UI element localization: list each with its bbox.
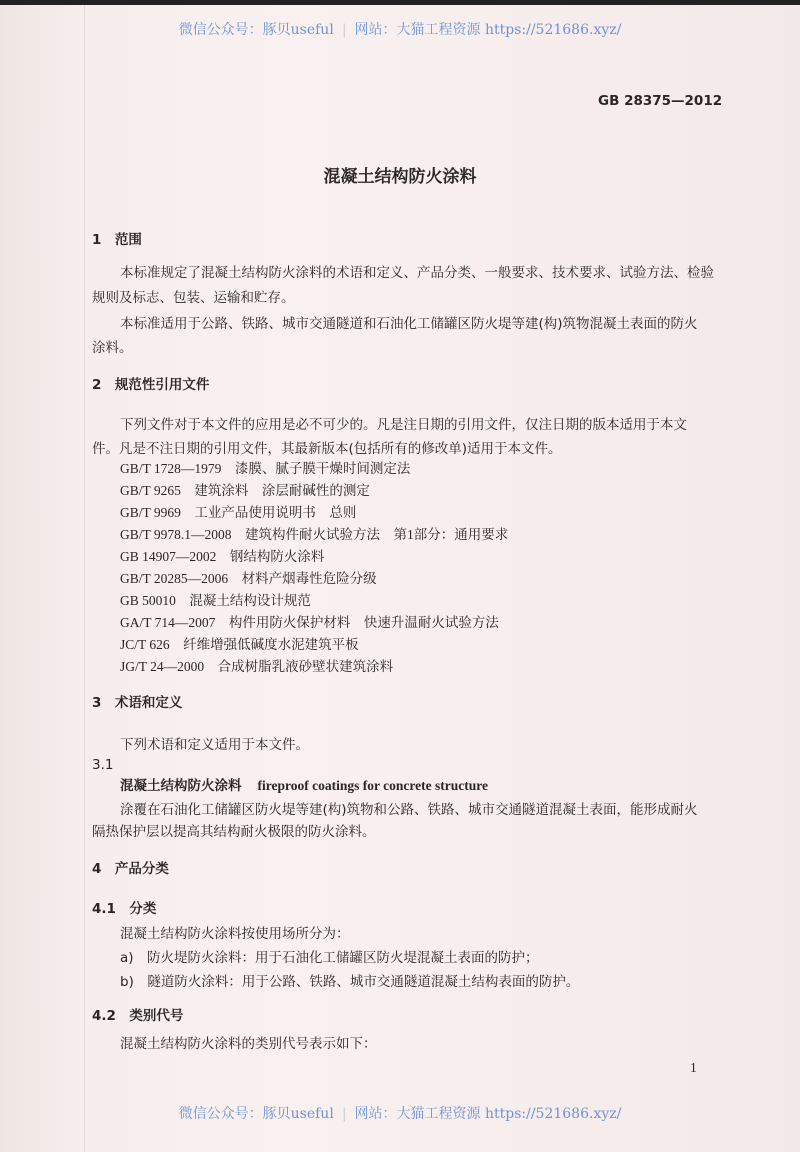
watermark-wechat: 微信公众号：豚贝useful [178,22,334,38]
term-chinese: 混凝土结构防火涂料 [120,778,242,794]
term-entry [120,777,488,795]
paragraph-line: 规则及标志、包装、运输和贮存。 [92,290,295,306]
paragraph-line: 涂料。 [92,340,133,356]
term-english: fireproof coatings for concrete structure [257,778,488,793]
reference-item: GB 14907—2002 钢结构防火涂料 [120,549,325,564]
standard-number: GB 28375—2012 [598,93,723,109]
watermark-separator: | [341,1106,347,1122]
watermark-bottom [0,1103,800,1123]
paragraph-line: 混凝土结构防火涂料的类别代号表示如下： [120,1036,377,1052]
watermark-site: 网站：大猫工程资源 https://521686.xyz/ [354,22,622,38]
paragraph-line: 混凝土结构防火涂料按使用场所分为： [120,926,350,942]
section-3-heading: 3 术语和定义 [92,695,183,711]
section-4-1-heading: 4.1 分类 [92,901,157,917]
reference-item: GB 50010 混凝土结构设计规范 [120,593,311,608]
watermark-separator: | [341,22,347,38]
watermark-wechat: 微信公众号：豚贝useful [178,1106,334,1122]
scan-border [0,0,800,5]
paragraph-line: 下列术语和定义适用于本文件。 [120,737,309,753]
reference-item: GA/T 714—2007 构件用防火保护材料 快速升温耐火试验方法 [120,615,499,630]
paragraph-line: 件。凡是不注日期的引用文件，其最新版本(包括所有的修改单)适用于本文件。 [92,441,562,457]
watermark-top [0,19,800,39]
reference-item: GB/T 9265 建筑涂料 涂层耐碱性的测定 [120,483,370,498]
reference-item: JC/T 626 纤维增强低碱度水泥建筑平板 [120,637,359,652]
reference-item: GB/T 9978.1—2008 建筑构件耐火试验方法 第1部分：通用要求 [120,527,509,542]
document-title: 混凝土结构防火涂料 [323,167,477,187]
clause-number: 3.1 [92,757,114,773]
section-4-heading: 4 产品分类 [92,861,169,877]
list-item-b: b) 隧道防火涂料：用于公路、铁路、城市交通隧道混凝土结构表面的防护。 [120,974,580,990]
paragraph-line: 本标准规定了混凝土结构防火涂料的术语和定义、产品分类、一般要求、技术要求、试验方法、检验 [120,265,714,281]
definition-line: 涂覆在石油化工储罐区防火堤等建(构)筑物和公路、铁路、城市交通隧道混凝土表面，能形成耐火 [120,802,698,818]
reference-item: GB/T 1728—1979 漆膜、腻子膜干燥时间测定法 [120,461,411,476]
definition-line: 隔热保护层以提高其结构耐火极限的防火涂料。 [92,824,376,840]
section-1-heading: 1 范围 [92,232,142,248]
section-4-2-heading: 4.2 类别代号 [92,1008,184,1024]
paragraph-line: 本标准适用于公路、铁路、城市交通隧道和石油化工储罐区防火堤等建(构)筑物混凝土表面的防火 [120,316,698,332]
page-number: 1 [690,1060,697,1075]
list-item-a: a) 防火堤防火涂料：用于石油化工储罐区防火堤混凝土表面的防护； [120,950,539,966]
paragraph-line: 下列文件对于本文件的应用是必不可少的。凡是注日期的引用文件，仅注日期的版本适用于本文 [120,417,687,433]
reference-item: GB/T 20285—2006 材料产烟毒性危险分级 [120,571,377,586]
reference-item: GB/T 9969 工业产品使用说明书 总则 [120,505,357,520]
section-2-heading: 2 规范性引用文件 [92,377,210,393]
watermark-site: 网站：大猫工程资源 https://521686.xyz/ [354,1106,622,1122]
reference-item: JG/T 24—2000 合成树脂乳液砂壁状建筑涂料 [120,659,394,674]
